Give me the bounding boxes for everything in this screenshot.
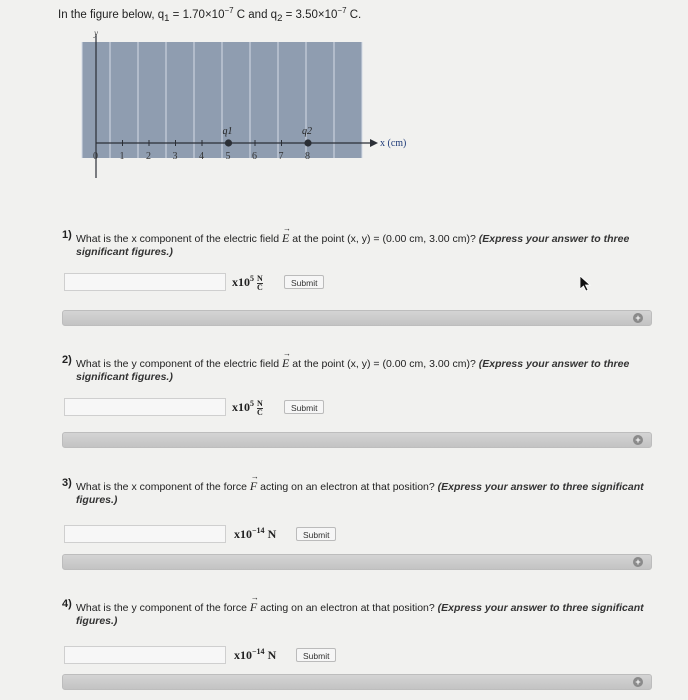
answer-history-bar[interactable] [62,432,652,448]
question-3: 3) What is the x component of the force → F acting on an electron at that position? (Express your answer to three significant figures.) $x10^{-14}$ N Submit [62,480,652,549]
unit-label: $x10^{-14}$ N [234,647,277,662]
question-hint: (Express your answer to three significant figures.) [76,481,644,506]
plus-icon[interactable]: + [633,435,643,445]
tick-label: 5 [225,151,231,162]
charge-label: q1 [222,126,233,137]
problem-intro: In the figure below, $q_1 = 1.70\times 10^{-7}$ C and $q_2 = 3.50\times 10^{-7}$ C. [58,6,362,25]
vector-symbol: → F [250,479,257,493]
charge-figure [74,28,414,196]
plus-icon[interactable]: + [633,677,643,687]
question-4: 4) What is the y component of the force → F acting on an electron at that position? (Express your answer to three significant figures.) $x10^{-14}$ N Submit [62,601,652,670]
unit-label: $x10^5$ $\frac{N}{C}$ [232,398,263,417]
answer-input[interactable] [64,273,226,291]
plus-icon[interactable]: + [633,313,643,323]
vector-symbol: → E [282,356,289,370]
tick-label: 6 [252,151,257,162]
charge-point [304,139,311,146]
charge-label: q2 [302,126,312,137]
answer-input[interactable] [64,525,226,543]
unit-label: $x10^5$ $\frac{N}{C}$ [232,273,263,292]
tick-label: 2 [146,151,151,162]
vector-symbol: → E [282,231,289,245]
question-number: 4) [62,598,72,610]
submit-button[interactable]: Submit [284,275,324,289]
answer-input[interactable] [64,398,226,416]
mouse-cursor-icon [580,276,592,292]
vector-symbol: → F [250,600,257,614]
answer-history-bar[interactable] [62,554,652,570]
y-axis-label: y [94,28,98,38]
question-number: 2) [62,354,72,366]
tick-label: 8 [305,151,310,162]
question-number: 3) [62,477,72,489]
x-axis-arrow [370,139,378,147]
tick-label: 3 [172,151,178,162]
charge-point [225,139,232,146]
tick-label: 4 [199,151,204,162]
question-hint: (Express your answer to three significant figures.) [76,358,630,383]
plus-icon[interactable]: + [633,557,643,567]
question-1: 1) What is the x component of the electric field → E at the point (x, y) = (0.00 cm, 3.00 cm)? (Express your answer to three significant figures.) $x10^5$ $\frac{N}{C}$ Submit [62,232,652,297]
submit-button[interactable]: Submit [296,648,336,662]
tick-label: 0 [93,151,98,162]
question-number: 1) [62,229,72,241]
unit-label: $x10^{-14}$ N [234,526,277,541]
answer-history-bar[interactable] [62,310,652,326]
question-2: 2) What is the y component of the electric field → E at the point (x, y) = (0.00 cm, 3.00 cm)? (Express your answer to three significant figures.) $x10^5$ $\frac{N}{C}$ Submit [62,357,652,422]
tick-label: 7 [278,151,284,162]
answer-input[interactable] [64,646,226,664]
question-hint: (Express your answer to three significant figures.) [76,602,644,627]
answer-history-bar[interactable] [62,674,652,690]
x-axis-label: x (cm) [380,138,407,149]
submit-button[interactable]: Submit [284,400,324,414]
tick-label: 1 [119,151,125,162]
question-hint: (Express your answer to three significant figures.) [76,233,630,258]
submit-button[interactable]: Submit [296,527,336,541]
